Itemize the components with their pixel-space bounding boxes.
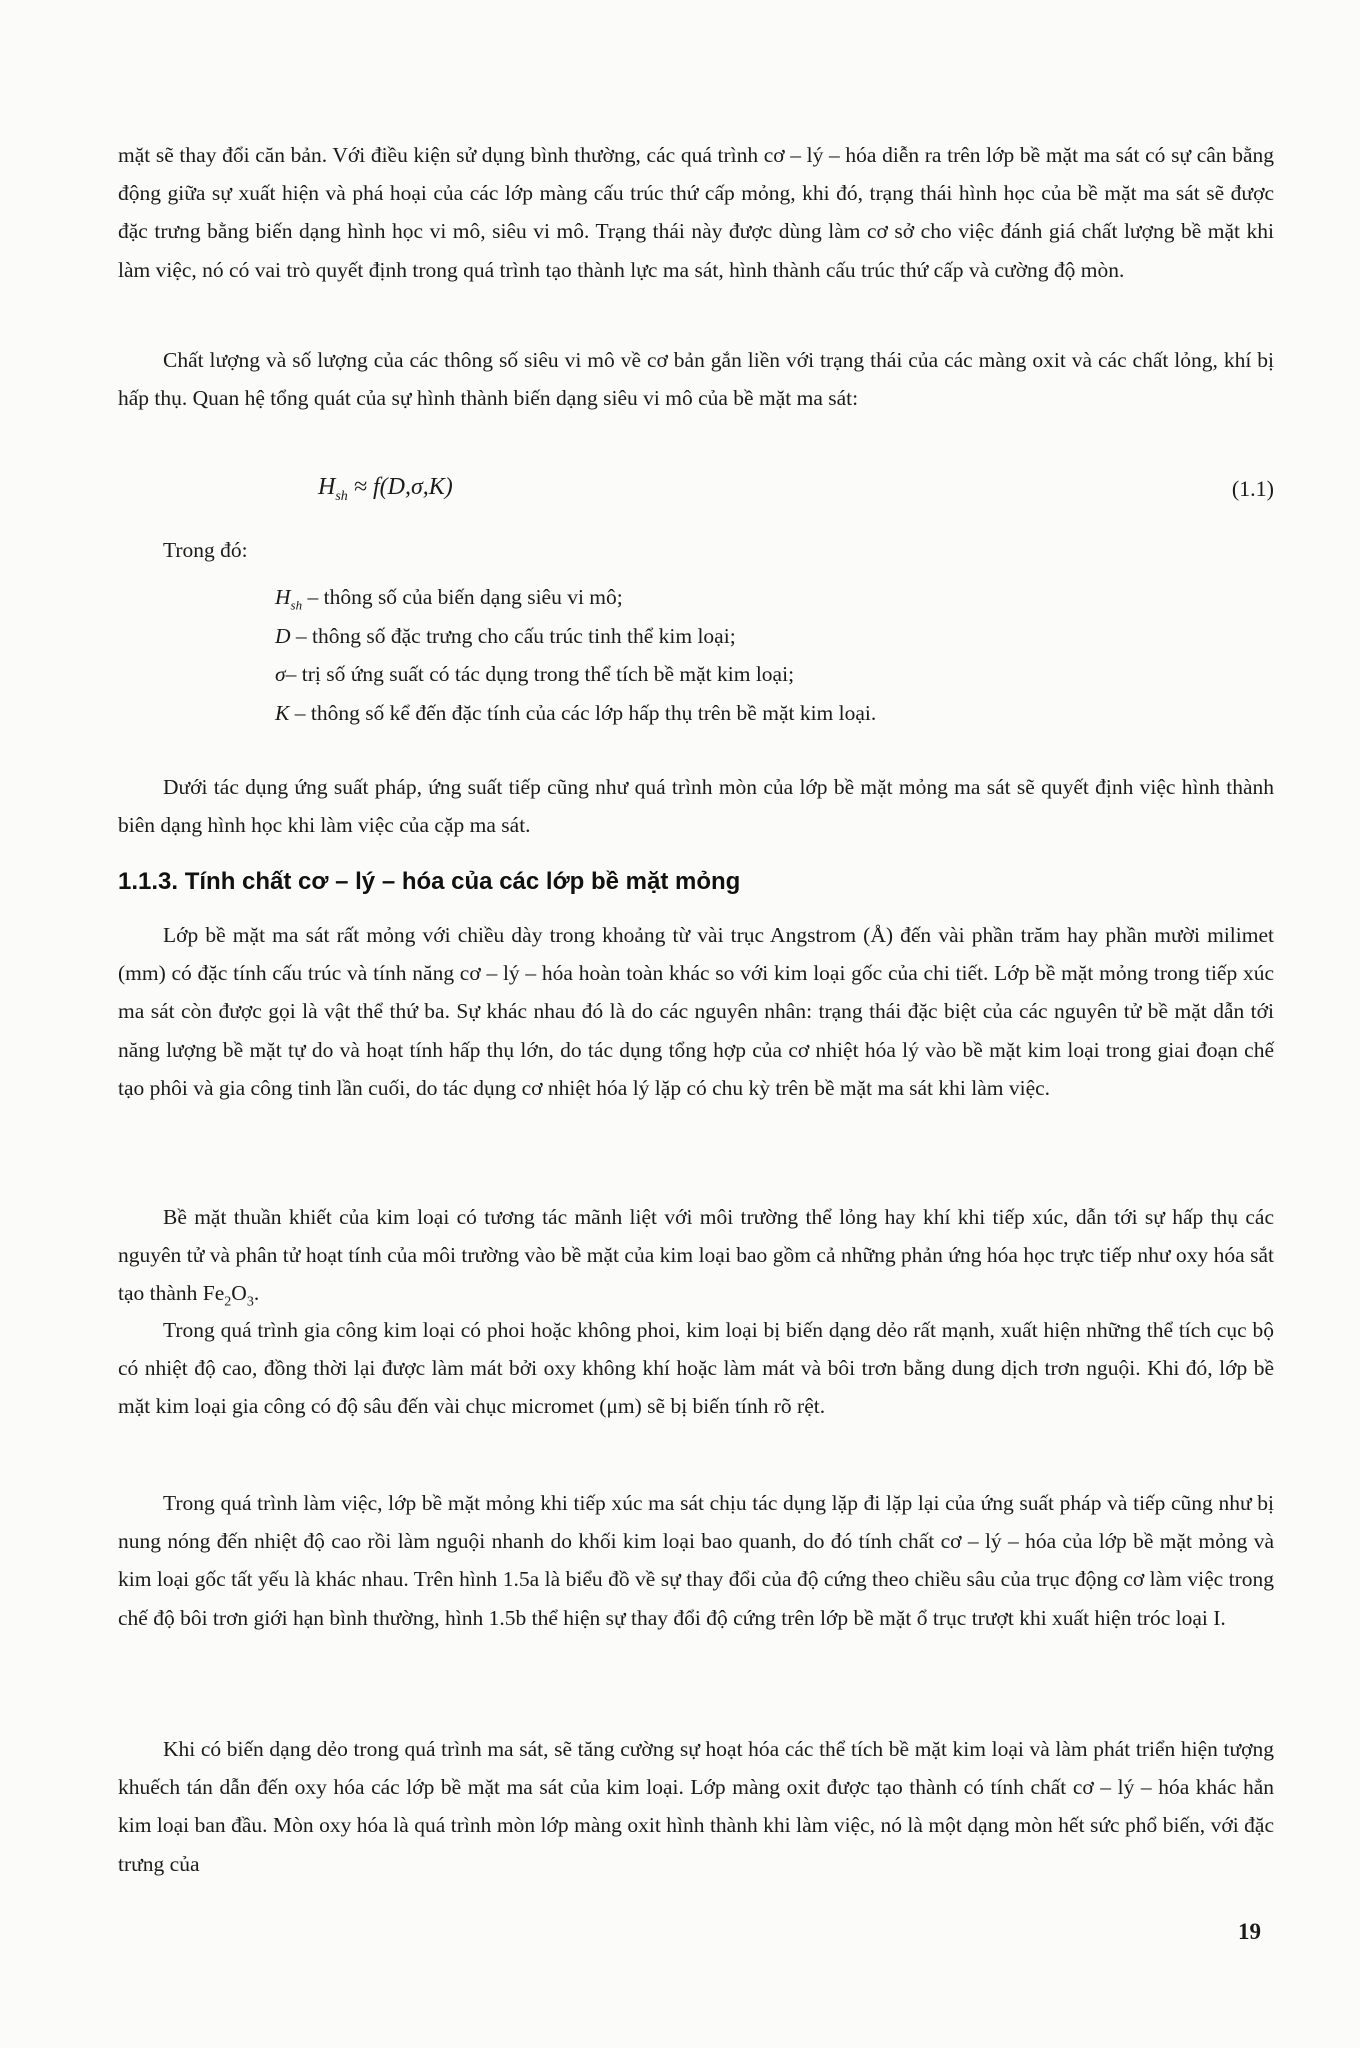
definition-item: K – thông số kể đến đặc tính của các lớp hấp thụ trên bề mặt kim loại. [275, 700, 877, 725]
paragraph-text: Khi có biến dạng dẻo trong quá trình ma sát, sẽ tăng cường sự hoạt hóa các thể tích bề mặt kim loại và làm phát triển hiện tượng khuếch tán dẫn đến oxy hóa các lớp bề mặt ma sát của kim loại. Lớp màng oxit được tạo thành có tính chất cơ – lý – hóa khác hẳn kim loại ban đầu. Mòn oxy hóa là quá trình mòn lớp màng oxit hình thành khi làm việc, nó là một dạng mòn hết sức phổ biến, với đặc trưng của [118, 1737, 1274, 1876]
definitions-list [275, 578, 1275, 732]
paragraph-3 [118, 768, 1274, 844]
definition-item: D – thông số đặc trưng cho cấu trúc tinh thể kim loại; [275, 623, 736, 648]
page-number: 19 [1238, 1919, 1261, 1944]
paragraph-text: Bề mặt thuần khiết của kim loại có tương tác mãnh liệt với môi trường thể lỏng hay khí khi tiếp xúc, dẫn tới sự hấp thụ các nguyên tử và phân tử hoạt tính của môi trường vào bề mặt của kim loại bao gồm cả những phản ứng hóa học trực tiếp như oxy hóa sắt tạo thành $Fe_2O_3$. [118, 1205, 1274, 1310]
paragraph-8 [118, 1730, 1274, 1883]
paragraph-text: Dưới tác dụng ứng suất pháp, ứng suất tiếp cũng như quá trình mòn của lớp bề mặt mỏng ma sát sẽ quyết định việc hình thành biên dạng hình học khi làm việc của cặp ma sát. [118, 775, 1274, 838]
paragraph-4 [118, 916, 1274, 1107]
paragraph-7 [118, 1484, 1274, 1637]
paragraph-1 [118, 136, 1274, 289]
paragraph-5 [118, 1198, 1274, 1322]
where-label: Trong đó: [163, 538, 248, 562]
paragraph-6 [118, 1311, 1274, 1426]
equation-expression: $H_{sh} \approx f(D,\sigma,K)$ [318, 474, 453, 504]
definition-item: $H_{sh}$ – thông số của biến dạng siêu vi mô; [275, 585, 623, 613]
definition-item: σ– trị số ứng suất có tác dụng trong thể tích bề mặt kim loại; [275, 662, 795, 687]
section-heading: 1.1.3. Tính chất cơ – lý – hóa của các lớp bề mặt mỏng [118, 868, 741, 895]
paragraph-text: Trong quá trình gia công kim loại có phoi hoặc không phoi, kim loại bị biến dạng dẻo rất mạnh, xuất hiện những thể tích cục bộ có nhiệt độ cao, đồng thời lại được làm mát bởi oxy không khí hoặc làm mát và bôi trơn bằng dung dịch trơn nguội. Khi đó, lớp bề mặt kim loại gia công có độ sâu đến vài chục micromet (μm) sẽ bị biến tính rõ rệt. [118, 1318, 1274, 1419]
paragraph-2 [118, 341, 1274, 417]
equation-1-1 [118, 470, 1274, 514]
paragraph-text: Trong quá trình làm việc, lớp bề mặt mỏng khi tiếp xúc ma sát chịu tác dụng lặp đi lặp lại của ứng suất pháp và tiếp cũng như bị nung nóng đến nhiệt độ cao rồi làm nguội nhanh do khối kim loại bao quanh, do đó tính chất cơ – lý – hóa của lớp bề mặt mỏng và kim loại gốc tất yếu là khác nhau. Trên hình 1.5a là biểu đồ về sự thay đổi của độ cứng theo chiều sâu của trục động cơ làm việc trong chế độ bôi trơn giới hạn bình thường, hình 1.5b thể hiện sự thay đổi độ cứng trên lớp bề mặt ổ trục trượt khi xuất hiện tróc loại I. [118, 1491, 1274, 1630]
paragraph-text: Lớp bề mặt ma sát rất mỏng với chiều dày trong khoảng từ vài trục Angstrom (Å) đến vài phần trăm hay phần mười milimet (mm) có đặc tính cấu trúc và tính năng cơ – lý – hóa hoàn toàn khác so với kim loại gốc của chi tiết. Lớp bề mặt mỏng trong tiếp xúc ma sát còn được gọi là vật thể thứ ba. Sự khác nhau đó là do các nguyên nhân: trạng thái đặc biệt của các nguyên tử bề mặt dẫn tới năng lượng bề mặt tự do và hoạt tính hấp thụ lớn, do tác dụng tổng hợp của cơ nhiệt hóa lý vào bề mặt kim loại trong giai đoạn chế tạo phôi và gia công tinh lần cuối, do tác dụng cơ nhiệt hóa lý lặp có chu kỳ trên bề mặt ma sát khi làm việc. [118, 923, 1274, 1100]
paragraph-text: Chất lượng và số lượng của các thông số siêu vi mô về cơ bản gắn liền với trạng thái của các màng oxit và các chất lỏng, khí bị hấp thụ. Quan hệ tổng quát của sự hình thành biến dạng siêu vi mô của bề mặt ma sát: [118, 348, 1274, 411]
equation-number: (1.1) [1231, 476, 1274, 501]
paragraph-text: mặt sẽ thay đổi căn bản. Với điều kiện sử dụng bình thường, các quá trình cơ – lý – hóa diễn ra trên lớp bề mặt ma sát có sự cân bằng động giữa sự xuất hiện và phá hoại của các lớp màng cấu trúc thứ cấp mỏng, khi đó, trạng thái hình học của bề mặt ma sát sẽ được đặc trưng bằng biến dạng hình học vi mô, siêu vi mô. Trạng thái này được dùng làm cơ sở cho việc đánh giá chất lượng bề mặt khi làm việc, nó có vai trò quyết định trong quá trình tạo thành lực ma sát, hình thành cấu trúc thứ cấp và cường độ mòn. [118, 143, 1274, 282]
